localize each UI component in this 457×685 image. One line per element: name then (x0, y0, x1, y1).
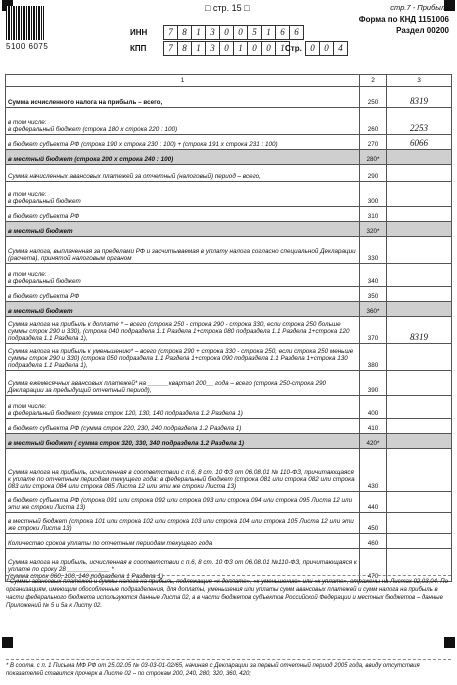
digit-cell[interactable]: 0 (233, 25, 248, 40)
digit-cell[interactable]: 0 (261, 41, 276, 56)
row-code: 340 (360, 264, 387, 287)
table-row (6, 87, 452, 108)
registration-mark-bottom-left (2, 637, 13, 648)
row-value-field[interactable] (387, 237, 452, 264)
row-description: в бюджет субъекта РФ (строка 190 х строка 230 : 100) + (строка 191 х строка 231 : 100) (6, 135, 360, 150)
table-row (6, 534, 452, 549)
row-value-field[interactable] (387, 419, 452, 434)
row-value-field[interactable] (387, 513, 452, 534)
digit-cell[interactable]: 1 (275, 41, 290, 56)
digit-cell[interactable]: 1 (191, 25, 206, 40)
page-tag: стр.7 - Прибыль (390, 3, 449, 12)
row-description: Сумма налога на прибыль к уменьшению* – всего (строка 290 + строка 330 - строка 250, если строка 250 меньше суммы строк 290 и 330) (строка 050 подраздела 1.1 Раздела 1+строка 090 подраздела 1.1 Раздела 1+строка 130 подраздела 1.1 Раздела 1), (6, 344, 360, 371)
row-value-field[interactable] (387, 287, 452, 302)
digit-cell[interactable]: 6 (275, 25, 290, 40)
table-row (6, 264, 452, 287)
divider (6, 659, 451, 660)
row-code: 410 (360, 419, 387, 434)
row-description: Сумма исчисленного налога на прибыль – всего, (6, 87, 360, 108)
digit-cell[interactable]: 0 (219, 41, 234, 56)
row-value-field[interactable]: 8319 (387, 317, 452, 344)
page-number-field[interactable] (305, 41, 347, 56)
digit-cell[interactable]: 7 (163, 25, 178, 40)
table-row (6, 165, 452, 182)
row-code: 380 (360, 344, 387, 371)
table-header-row (6, 75, 452, 87)
row-description: Сумма налога на прибыль, исчисленная в соответствии с п.6, 8 ст. 10 ФЗ от 06.08.01 №110-ФЗ, причитающаяся к уплате по сроку 28 ____________ * (сумма строк 060, 100, 140 подраздела 1 Раздела 1) (6, 549, 360, 582)
table-row (6, 344, 452, 371)
row-description: в местный бюджет (6, 222, 360, 237)
row-description: Сумма ежемесячных авансовых платежей* на ______квартал 200__ года – всего (строка 250-строка 290 Декларации за предыдущий отчетный период), (6, 371, 360, 396)
table-row (6, 396, 452, 419)
form-code (359, 14, 449, 36)
digit-cell[interactable]: 8 (177, 25, 192, 40)
row-description: Сумма начисленных авансовых платежей за отчетный (налоговый) период – всего, (6, 165, 360, 182)
row-code: 440 (360, 492, 387, 513)
row-value-field[interactable] (387, 302, 452, 317)
row-description: в местный бюджет (6, 302, 360, 317)
row-value-field[interactable] (387, 150, 452, 165)
table-row (6, 549, 452, 582)
row-description: в бюджет субъекта РФ (6, 287, 360, 302)
form-code-line2: Раздел 00200 (396, 26, 449, 35)
table-row (6, 108, 452, 135)
table-row (6, 449, 452, 492)
table-row (6, 182, 452, 207)
table-row (6, 434, 452, 449)
row-description: в местный бюджет (строка 101 или строка 102 или строка 103 или строка 104 или строка 105 Листа 12 или эти же строки Листа 13) (6, 513, 360, 534)
row-description: в бюджет субъекта РФ (6, 207, 360, 222)
table-row (6, 302, 452, 317)
divider (6, 575, 451, 576)
row-value-field[interactable] (387, 222, 452, 237)
row-value-field[interactable]: 8319 (387, 87, 452, 108)
digit-cell[interactable]: 3 (205, 25, 220, 40)
digit-cell[interactable]: 0 (247, 41, 262, 56)
form-code-line1: Форма по КНД 1151006 (358, 15, 449, 24)
page-header: □ стр. 15 □ (205, 3, 250, 13)
row-value-field[interactable] (387, 396, 452, 419)
row-description: в бюджет субъекта РФ (сумма строк 220, 230, 240 подраздела 1.2 Раздела 1) (6, 419, 360, 434)
row-code: 390 (360, 371, 387, 396)
digit-cell[interactable]: 0 (305, 41, 320, 56)
row-code: 280* (360, 150, 387, 165)
row-code: 290 (360, 165, 387, 182)
row-description: в том числе: в федеральный бюджет (сумма строк 120, 130, 140 подраздела 1.2 Раздела 1) (6, 396, 360, 419)
barcode (6, 6, 44, 40)
row-value-field[interactable]: 6066 (387, 135, 452, 150)
digit-cell[interactable]: 1 (233, 41, 248, 56)
table-row (6, 287, 452, 302)
kpp-label: КПП (130, 44, 147, 53)
row-value-field[interactable] (387, 371, 452, 396)
table-row (6, 207, 452, 222)
inn-field[interactable] (163, 25, 303, 40)
table-row (6, 222, 452, 237)
row-description: в бюджет субъекта РФ (строка 091 или строка 092 или строка 093 или строка 094 или строка 095 Листа 12 или эти же строки Листа 13) (6, 492, 360, 513)
inn-label: ИНН (130, 28, 148, 37)
row-value-field[interactable] (387, 492, 452, 513)
table-row (6, 492, 452, 513)
row-code: 270 (360, 135, 387, 150)
table-row (6, 419, 452, 434)
row-code: 300 (360, 182, 387, 207)
table-row (6, 237, 452, 264)
digit-cell[interactable]: 5 (247, 25, 262, 40)
row-code: 320* (360, 222, 387, 237)
row-value-field[interactable] (387, 344, 452, 371)
row-description: Сумма налога на прибыль, исчисленная в соответствии с п.6, 8 ст. 10 ФЗ от 06.08.01 № 110-ФЗ, причитающаяся к уплате по отчетным периодам текущего года: в федеральный бюджет (строка 081 или строка 082 или строка 083 или строка 084 или строка 085 Листа 12 или эти же строки Листа 13) (6, 449, 360, 492)
row-description: в том числе: в федеральный бюджет (6, 264, 360, 287)
row-description: в том числе: в федеральный бюджет (6, 182, 360, 207)
row-code: 260 (360, 108, 387, 135)
row-value-field[interactable] (387, 182, 452, 207)
table-row (6, 317, 452, 344)
row-description: Количество сроков уплаты по отчетным периодам текущего года (6, 534, 360, 549)
col-header-3: 3 (387, 75, 452, 87)
col-header-1: 1 (6, 75, 360, 87)
barcode-number: 5100 6075 (6, 42, 49, 51)
row-code: 360* (360, 302, 387, 317)
digit-cell[interactable]: 8 (177, 41, 192, 56)
row-description: в том числе: в федеральный бюджет (строка 180 х строка 220 : 100) (6, 108, 360, 135)
row-description: в местный бюджет (строка 200 х строка 240 : 100) (6, 150, 360, 165)
row-code: 420* (360, 434, 387, 449)
row-code: 330 (360, 237, 387, 264)
row-code: 310 (360, 207, 387, 222)
digit-cell[interactable]: 1 (191, 41, 206, 56)
row-value-field[interactable]: 2253 (387, 108, 452, 135)
row-code: 460 (360, 534, 387, 549)
digit-cell[interactable]: 1 (261, 25, 276, 40)
row-code: 450 (360, 513, 387, 534)
table-row (6, 150, 452, 165)
row-code: 350 (360, 287, 387, 302)
footnote-1: * Суммы авансовых платежей и суммы налога на прибыль, подлежащие «к доплате», «к уменьшению» или «к уплате», отражены на Листах 02,03,04. По организациям, имеющим обособленные подразделения, для доплаты, уменьшения или уплаты сумм авансовых платежей и сумм налога на прибыль в части федерального бюджета используются данные Листа 02, а в части бюджетов субъектов Российской Федерации и местных бюджетов – данные Приложений № 5 и 5а к Листу 02. (6, 579, 448, 609)
row-value-field[interactable] (387, 549, 452, 582)
row-value-field[interactable] (387, 264, 452, 287)
digit-cell[interactable]: 0 (319, 41, 334, 56)
digit-cell[interactable]: 6 (289, 25, 304, 40)
row-description: в местный бюджет ( сумма строк 320, 330, 340 подраздела 1.2 Раздела 1) (6, 434, 360, 449)
str-label: Стр. (285, 44, 302, 53)
row-value-field[interactable] (387, 449, 452, 492)
row-description: Сумма налога, выплаченная за пределами РФ и засчитываемая в уплату налога согласно специальной Декларации (расчета), принятой налоговым органом (6, 237, 360, 264)
digit-cell[interactable]: 0 (219, 25, 234, 40)
row-value-field[interactable] (387, 207, 452, 222)
kpp-field[interactable] (163, 41, 289, 56)
row-code: 400 (360, 396, 387, 419)
table-row (6, 371, 452, 396)
table-row (6, 135, 452, 150)
digit-cell[interactable]: 7 (163, 41, 178, 56)
digit-cell[interactable]: 3 (205, 41, 220, 56)
row-value-field[interactable] (387, 534, 452, 549)
digit-cell[interactable]: 4 (333, 41, 348, 56)
col-header-2: 2 (360, 75, 387, 87)
row-code: 370 (360, 317, 387, 344)
table-row (6, 513, 452, 534)
tax-table (5, 74, 452, 582)
row-code: 250 (360, 87, 387, 108)
row-description: Сумма налога на прибыль к доплате * – всего (строка 250 - строка 290 - строка 330, если строка 250 больше суммы строк 290 и 330), (строка 040 подраздела 1.1 Раздела 1+строка 080 подраздела 1.1 Раздела 1+строка 120 подраздела 1.1 Раздела 1), (6, 317, 360, 344)
registration-mark-bottom-right (444, 637, 455, 648)
row-value-field[interactable] (387, 434, 452, 449)
row-code: 430 (360, 449, 387, 492)
row-code: 470 (360, 549, 387, 582)
footnote-2: * В соотв. с п. 1 Письма МФ РФ от 25.02.05 № 03-03-01-02/65, начиная с Декларации за первый отчетный период 2005 года, ввиду отсутствия показателей ставится прочерк в Листе 02 – по строкам 200, 240, 280, 320, 360, 420; (6, 663, 420, 677)
row-value-field[interactable] (387, 165, 452, 182)
